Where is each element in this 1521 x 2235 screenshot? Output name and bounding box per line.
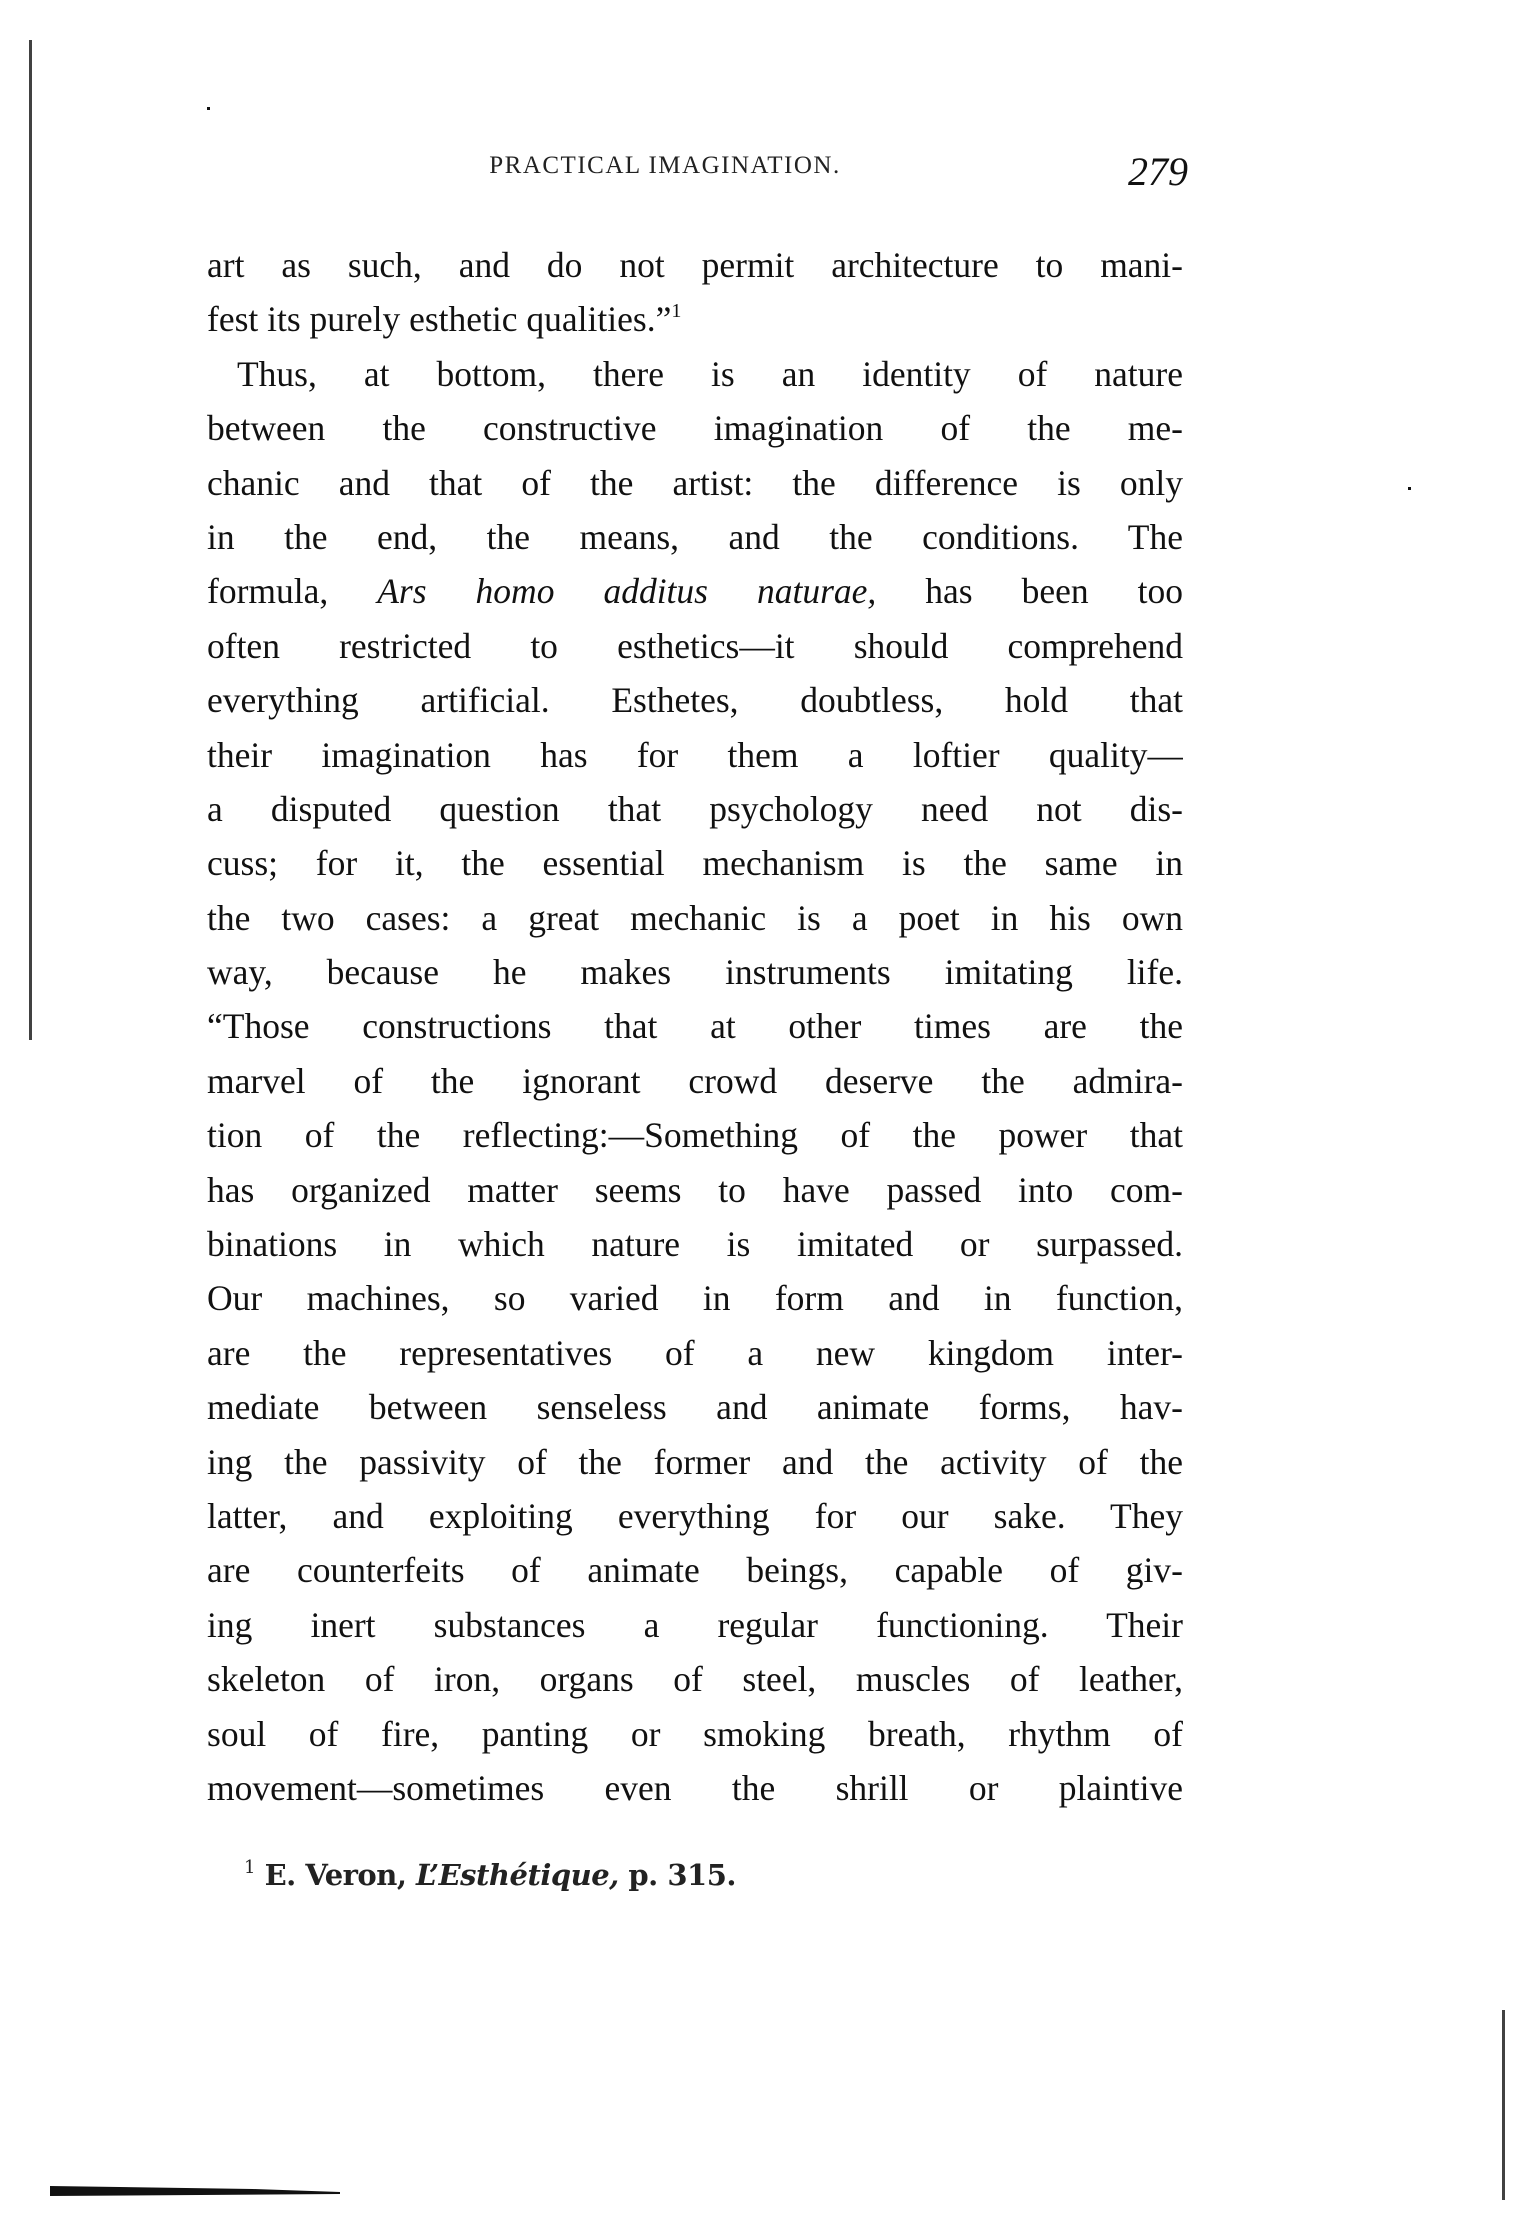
text-line — [207, 1761, 1183, 1815]
text-line — [207, 782, 1183, 836]
text-line — [207, 999, 1183, 1053]
text-segment: has organized matter seems to have passed into com- — [207, 1169, 1183, 1210]
text-segment: has been too — [876, 571, 1183, 612]
text-segment: mediate between senseless and animate forms, hav- — [207, 1387, 1183, 1428]
text-line — [207, 1707, 1183, 1761]
text-segment: soul of fire, panting or smoking breath, rhythm of — [207, 1713, 1183, 1754]
text-line — [207, 945, 1183, 999]
text-segment: between the constructive imagination of the me- — [207, 408, 1183, 449]
footnote-page: p. 315. — [618, 1858, 736, 1892]
text-line — [207, 347, 1183, 401]
text-line — [207, 1326, 1183, 1380]
italic-text: Ars homo additus naturae, — [377, 571, 877, 612]
text-segment: latter, and exploiting everything for our sake. They — [207, 1495, 1183, 1536]
body-text — [207, 238, 1183, 1815]
text-segment: the two cases: a great mechanic is a poet in his own — [207, 897, 1183, 938]
footnote-reference: 1 — [671, 300, 682, 323]
text-segment: everything artificial. Esthetes, doubtless, hold that — [207, 680, 1183, 721]
text-segment: are the representatives of a new kingdom inter- — [207, 1332, 1183, 1373]
text-segment: are counterfeits of animate beings, capable of giv- — [207, 1550, 1183, 1591]
text-segment: a disputed question that psychology need not dis- — [207, 788, 1183, 829]
text-line — [207, 1217, 1183, 1271]
text-line — [207, 1163, 1183, 1217]
footnote-author: E. Veron, — [264, 1858, 417, 1892]
text-segment: Thus, at bottom, there is an identity of nature — [237, 353, 1183, 394]
text-line — [207, 238, 1183, 292]
text-segment: marvel of the ignorant crowd deserve the admira- — [207, 1060, 1183, 1101]
text-line — [207, 292, 1183, 346]
footnote — [244, 1858, 736, 1892]
scan-margin-line-left — [29, 40, 32, 1040]
text-line — [207, 1108, 1183, 1162]
text-segment: way, because he makes instruments imitating life. — [207, 952, 1183, 993]
text-line — [207, 1598, 1183, 1652]
text-segment: movement—sometimes even the shrill or plaintive — [207, 1767, 1183, 1808]
scan-margin-line-right — [1502, 2010, 1505, 2200]
footnote-marker: 1 — [244, 1857, 255, 1878]
text-line — [207, 619, 1183, 673]
text-segment: formula, — [207, 571, 378, 612]
text-segment: cuss; for it, the essential mechanism is the same in — [207, 843, 1183, 884]
text-line — [207, 836, 1183, 890]
footnote-title: L’Esthétique, — [416, 1858, 619, 1892]
text-line — [207, 1380, 1183, 1434]
text-line — [207, 510, 1183, 564]
text-segment: skeleton of iron, organs of steel, muscles of leather, — [207, 1659, 1183, 1700]
text-segment: ing inert substances a regular functioning. Their — [207, 1604, 1183, 1645]
scan-speck — [207, 107, 210, 110]
scan-edge-mark — [50, 2186, 340, 2196]
text-segment: “Those constructions that at other times are the — [207, 1006, 1183, 1047]
text-line — [207, 1054, 1183, 1108]
text-line — [207, 891, 1183, 945]
running-title: PRACTICAL IMAGINATION. — [489, 152, 841, 179]
text-segment: Our machines, so varied in form and in function, — [207, 1278, 1183, 1319]
text-segment: often restricted to esthetics—it should comprehend — [207, 625, 1183, 666]
text-line — [207, 564, 1183, 618]
text-segment: ing the passivity of the former and the activity of the — [207, 1441, 1183, 1482]
text-line — [207, 1489, 1183, 1543]
page-number: 279 — [1128, 149, 1188, 194]
text-line — [207, 1543, 1183, 1597]
text-line — [207, 456, 1183, 510]
text-segment: binations in which nature is imitated or surpassed. — [207, 1224, 1183, 1265]
text-segment: art as such, and do not permit architecture to mani- — [207, 245, 1183, 285]
text-line — [207, 728, 1183, 782]
text-segment: in the end, the means, and the conditions. The — [207, 516, 1183, 557]
text-segment: tion of the reflecting:—Something of the power that — [207, 1115, 1183, 1156]
text-segment: fest its purely esthetic qualities.” — [207, 299, 672, 340]
text-segment: chanic and that of the artist: the difference is only — [207, 462, 1183, 503]
text-line — [207, 1271, 1183, 1325]
text-line — [207, 1652, 1183, 1706]
scan-speck — [1408, 487, 1411, 490]
text-segment: their imagination has for them a loftier quality— — [207, 734, 1183, 775]
text-line — [207, 1435, 1183, 1489]
text-line — [207, 401, 1183, 455]
text-line — [207, 673, 1183, 727]
